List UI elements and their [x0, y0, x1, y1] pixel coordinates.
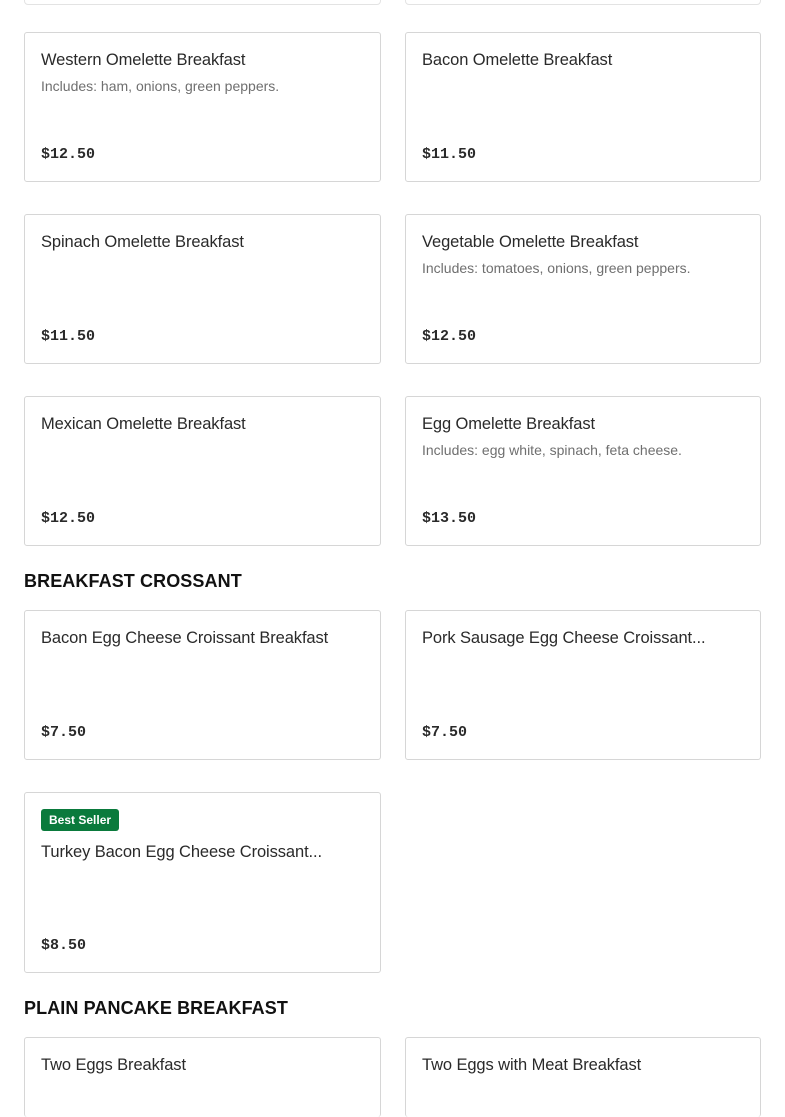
menu-item-card-partial[interactable] — [405, 0, 761, 5]
menu-item-name: Two Eggs with Meat Breakfast — [422, 1056, 642, 1074]
menu-item-card[interactable] — [405, 1037, 761, 1117]
menu-item-card-partial[interactable] — [24, 0, 381, 5]
menu-item-card[interactable] — [24, 792, 381, 973]
menu-item-price: $12.50 — [422, 328, 477, 345]
menu-item-price: $7.50 — [422, 724, 468, 741]
menu-item-name: Western Omelette Breakfast — [41, 51, 246, 69]
menu-item-name: Mexican Omelette Breakfast — [41, 415, 246, 433]
menu-item-price: $13.50 — [422, 510, 477, 527]
section-title-pancake: PLAIN PANCAKE BREAKFAST — [24, 998, 288, 1018]
menu-item-card[interactable] — [24, 32, 381, 182]
menu-item-name: Pork Sausage Egg Cheese Croissant... — [422, 629, 706, 647]
menu-item-card[interactable] — [24, 396, 381, 546]
menu-item-card[interactable] — [405, 32, 761, 182]
menu-item-description: Includes: egg white, spinach, feta cheese. — [422, 442, 682, 458]
menu-item-name: Bacon Egg Cheese Croissant Breakfast — [41, 629, 329, 647]
section-title-croissant: BREAKFAST CROSSANT — [24, 571, 242, 591]
menu-item-card[interactable] — [405, 214, 761, 364]
menu-item-description: Includes: tomatoes, onions, green peppers. — [422, 260, 691, 276]
menu-item-name: Turkey Bacon Egg Cheese Croissant... — [41, 843, 323, 861]
menu-item-price: $12.50 — [41, 510, 96, 527]
menu-item-price: $12.50 — [41, 146, 96, 163]
menu-item-price: $8.50 — [41, 937, 87, 954]
menu-item-card[interactable] — [24, 1037, 381, 1117]
menu-item-price: $11.50 — [41, 328, 96, 345]
menu-item-card[interactable] — [405, 610, 761, 760]
menu-item-name: Egg Omelette Breakfast — [422, 415, 595, 433]
menu-item-card[interactable] — [405, 396, 761, 546]
menu-item-name: Vegetable Omelette Breakfast — [422, 233, 639, 251]
menu-item-card[interactable] — [24, 610, 381, 760]
best-seller-badge: Best Seller — [41, 809, 119, 831]
menu-item-name: Spinach Omelette Breakfast — [41, 233, 244, 251]
menu-item-card[interactable] — [24, 214, 381, 364]
menu-item-price: $7.50 — [41, 724, 87, 741]
menu-item-price: $11.50 — [422, 146, 477, 163]
menu-item-name: Two Eggs Breakfast — [41, 1056, 186, 1074]
menu-item-name: Bacon Omelette Breakfast — [422, 51, 613, 69]
menu-item-description: Includes: ham, onions, green peppers. — [41, 78, 280, 94]
